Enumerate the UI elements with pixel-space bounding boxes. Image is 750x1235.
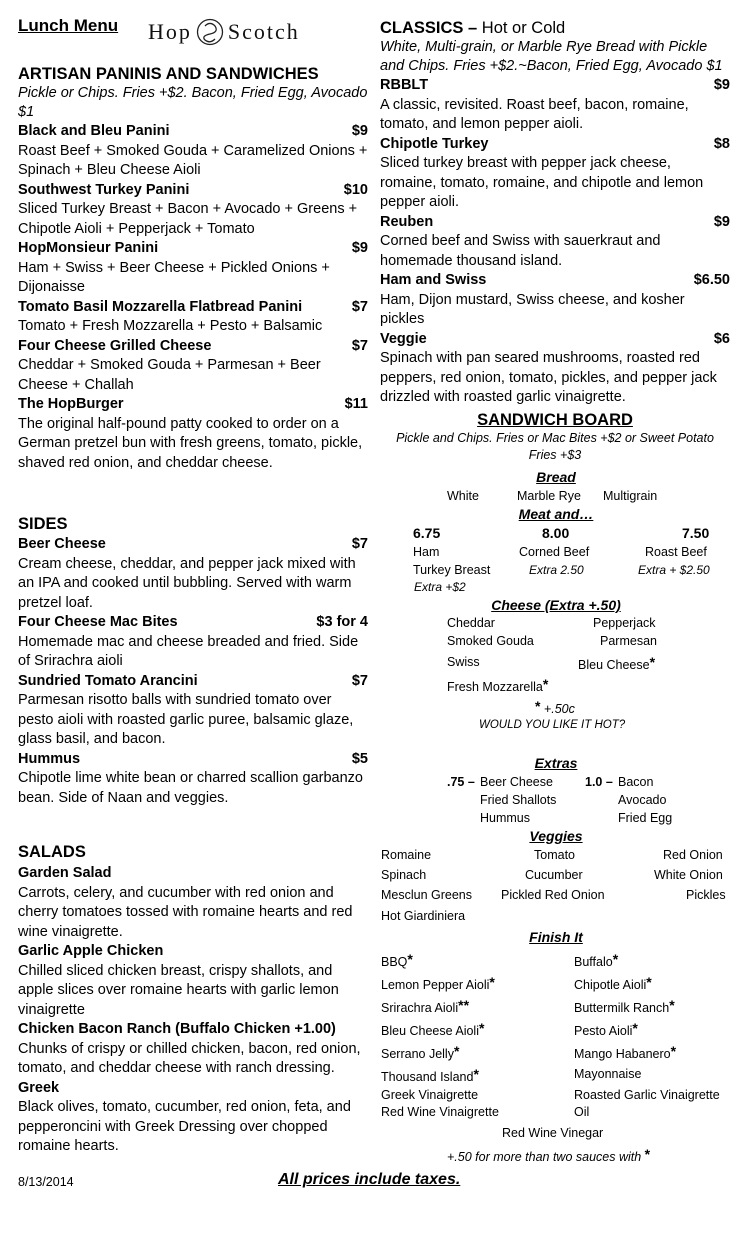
cheese-option: Smoked Gouda xyxy=(447,634,534,648)
meat-extra: Extra +$2 xyxy=(414,580,466,594)
classic-item xyxy=(380,76,730,135)
sauce-note xyxy=(447,1146,650,1166)
extra-option: Fried Shallots xyxy=(480,793,557,807)
item-name: Ham and Swiss xyxy=(380,272,487,288)
sauce-option xyxy=(381,1042,459,1063)
side-item xyxy=(18,613,368,672)
sauce-option: Greek Vinaigrette xyxy=(381,1088,479,1102)
sauce-option: Roasted Garlic Vinaigrette xyxy=(574,1088,720,1102)
salad-item xyxy=(18,1020,368,1079)
cheese-option: Swiss xyxy=(447,655,480,669)
sauce-option xyxy=(381,1019,484,1040)
veggie-option: Cucumber xyxy=(525,868,583,882)
item-desc: Roast Beef + Smoked Gouda + Caramelized Onions + Spinach + Bleu Cheese Aioli xyxy=(18,142,368,178)
meat-extra: Extra 2.50 xyxy=(529,563,584,577)
veggie-option: Hot Giardiniera xyxy=(381,909,466,923)
salad-item xyxy=(18,864,368,942)
veggie-option: Romaine xyxy=(381,848,432,862)
item-price: $7 xyxy=(351,298,368,315)
star-icon: ** xyxy=(458,997,470,1013)
paninis-note: Pickle or Chips. Fries +$2. Bacon, Fried Egg, Avocado $1 xyxy=(18,85,368,120)
star-icon: * xyxy=(669,997,675,1013)
star-icon: * xyxy=(535,698,541,714)
paninis-heading: ARTISAN PANINIS AND SANDWICHES xyxy=(18,65,319,83)
star-icon: * xyxy=(542,676,549,692)
meat-option: Ham xyxy=(413,545,440,559)
sauce-option: Oil xyxy=(574,1105,590,1119)
logo-word-right: Scotch xyxy=(227,19,300,44)
item-name: Four Cheese Mac Bites xyxy=(18,614,178,630)
item-desc: Cheddar + Smoked Gouda + Parmesan + Beer Cheese + Challah xyxy=(18,357,321,393)
cheese-option-premium xyxy=(578,653,655,674)
cheese-option-premium xyxy=(447,675,548,696)
sauce-option xyxy=(574,973,652,994)
bread-option: Multigrain xyxy=(603,489,658,503)
hot-question: WOULD YOU LIKE IT HOT? xyxy=(479,719,626,731)
tax-note: All prices include taxes. xyxy=(278,1171,461,1188)
item-price: $7 xyxy=(351,672,368,689)
veggie-option: Tomato xyxy=(534,848,575,862)
star-icon: * xyxy=(453,1043,460,1059)
salad-item xyxy=(18,1079,368,1157)
sauce-label: Bleu Cheese Aioli xyxy=(381,1024,479,1038)
sides-section xyxy=(18,514,368,808)
item-name: Veggie xyxy=(380,330,427,347)
sauce-option: Red Wine Vinegar xyxy=(502,1126,604,1140)
sauce-option xyxy=(574,950,618,971)
item-desc: Chipotle lime white bean or charred scallion garbanzo bean. Side of Naan and veggies. xyxy=(18,770,363,806)
item-price: $5 xyxy=(351,750,368,767)
hopscotch-logo xyxy=(148,18,300,46)
item-price: $10 xyxy=(343,181,368,198)
classic-item xyxy=(380,271,730,330)
panini-item xyxy=(18,122,368,181)
item-price: $11 xyxy=(344,396,368,412)
classics-heading-main: CLASSICS – xyxy=(380,19,478,37)
sides-heading: SIDES xyxy=(18,515,68,533)
item-price: $7 xyxy=(351,337,368,354)
item-price: $9 xyxy=(351,123,368,139)
sauce-label: Pesto Aioli xyxy=(574,1024,633,1038)
hop-emblem-icon xyxy=(196,18,224,46)
meat-option: Corned Beef xyxy=(519,545,590,559)
finish-heading: Finish It xyxy=(529,929,583,945)
veggie-option: Mesclun Greens xyxy=(381,888,473,902)
item-price: $9 xyxy=(713,213,730,230)
bread-option: White xyxy=(447,489,479,503)
classics-heading xyxy=(380,18,730,38)
extra-option: Fried Egg xyxy=(618,811,673,825)
cheese-label: Bleu Cheese xyxy=(578,658,650,672)
star-icon: * xyxy=(670,1043,677,1059)
star-icon: * xyxy=(473,1066,479,1082)
star-icon: * xyxy=(489,974,495,990)
item-desc: Cream cheese, cheddar, and pepper jack mixed with an IPA and cooked until bubbling. Served with warm pretzel loaf. xyxy=(18,555,356,611)
item-name: The HopBurger xyxy=(18,396,124,412)
classics-heading-sub: Hot or Cold xyxy=(477,19,566,37)
sauce-option xyxy=(574,1019,638,1040)
item-price: $3 for 4 xyxy=(316,614,368,630)
panini-item xyxy=(18,395,368,473)
sauce-label: Srirachra Aioli xyxy=(381,1001,459,1015)
star-icon: * xyxy=(612,951,619,967)
item-name: Southwest Turkey Panini xyxy=(18,181,190,198)
logo-word-left: Hop xyxy=(148,19,192,44)
item-name: Greek xyxy=(18,1079,60,1096)
item-desc: Black olives, tomato, cucumber, red onion, feta, and pepperoncini with Greek Dressing over chopped romaine hearts. xyxy=(18,1099,351,1154)
sauce-option xyxy=(574,996,675,1017)
veggie-option: Spinach xyxy=(381,868,427,882)
classics-section xyxy=(380,18,730,408)
item-desc: A classic, revisited. Roast beef, bacon, romaine, tomato, and lemon pepper aioli. xyxy=(380,96,689,132)
cheese-option: Parmesan xyxy=(600,634,657,648)
item-price: $9 xyxy=(713,77,730,93)
item-name: Beer Cheese xyxy=(18,536,106,552)
item-desc: Chilled sliced chicken breast, crispy shallots, and apple slices over romaine hearts with garlic lemon vinaigrette xyxy=(18,962,339,1018)
board-note: Pickle and Chips. Fries or Mac Bites +$2 or Sweet Potato Fries +$3 xyxy=(396,431,714,462)
paninis-section xyxy=(18,64,368,473)
extra-option: Bacon xyxy=(618,775,654,789)
menu-title: Lunch Menu xyxy=(18,16,119,35)
panini-item xyxy=(18,337,368,396)
cheese-label: Fresh Mozzarella xyxy=(447,680,543,694)
salads-heading: SALADS xyxy=(18,843,86,861)
menu-date: 8/13/2014 xyxy=(18,1175,74,1189)
meat-price: 8.00 xyxy=(542,525,570,541)
item-desc: Ham, Dijon mustard, Swiss cheese, and kosher pickles xyxy=(380,291,685,327)
star-icon: * xyxy=(646,974,652,990)
classic-item xyxy=(380,135,730,213)
item-name: Sundried Tomato Arancini xyxy=(18,672,198,689)
cheese-option: Cheddar xyxy=(447,616,495,630)
meat-heading: Meat and… xyxy=(518,506,594,522)
star-icon: * xyxy=(632,1020,638,1036)
item-name: Tomato Basil Mozzarella Flatbread Panini xyxy=(18,298,303,315)
cheese-note-text: +.50c xyxy=(540,702,575,716)
bread-heading: Bread xyxy=(536,469,576,485)
item-price: $7 xyxy=(351,536,368,552)
item-desc: Parmesan risotto balls with sundried tomato over pesto aioli with roasted garlic puree, balsamic glaze, glass basil, and bacon. xyxy=(18,692,354,747)
sauce-option: Red Wine Vinaigrette xyxy=(381,1105,499,1119)
item-name: Hummus xyxy=(18,750,81,767)
extra-option: Beer Cheese xyxy=(480,775,553,789)
sauce-option xyxy=(381,996,469,1017)
extras-heading: Extras xyxy=(534,755,578,771)
sauce-label: Thousand Island xyxy=(381,1070,474,1084)
sauce-label: Chipotle Aioli xyxy=(574,978,647,992)
meat-option: Turkey Breast xyxy=(413,563,491,577)
cheese-note xyxy=(535,698,575,718)
meat-extra: Extra + $2.50 xyxy=(638,563,710,577)
side-item xyxy=(18,535,368,613)
item-name: Garden Salad xyxy=(18,865,112,881)
item-price: $6 xyxy=(713,330,730,347)
item-name: Chicken Bacon Ranch (Buffalo Chicken +1.00) xyxy=(18,1021,336,1037)
sauce-option xyxy=(574,1042,676,1063)
cheese-heading: Cheese (Extra +.50) xyxy=(491,597,621,613)
sauce-option xyxy=(381,950,413,971)
salads-section xyxy=(18,842,368,1157)
extra-option: Avocado xyxy=(618,793,667,807)
extras-price: 1.0 – xyxy=(585,775,613,789)
item-desc: Homemade mac and cheese breaded and fried. Side of Srirachra aioli xyxy=(18,633,359,669)
sauce-option: Mayonnaise xyxy=(574,1067,642,1081)
sandwich-board xyxy=(380,410,730,464)
side-item xyxy=(18,750,368,809)
salad-item xyxy=(18,942,368,1020)
veggie-option: Pickled Red Onion xyxy=(501,888,605,902)
bread-option: Marble Rye xyxy=(517,489,581,503)
sauce-option xyxy=(381,1065,479,1086)
item-desc: Spinach with pan seared mushrooms, roasted red peppers, red onion, tomato, pickles, and pepper jack drizzled with roasted garlic vinaigrette. xyxy=(380,350,717,405)
item-desc: Ham + Swiss + Beer Cheese + Pickled Onions + Dijonaisse xyxy=(18,259,330,295)
cheese-option: Pepperjack xyxy=(593,616,656,630)
classics-note: White, Multi-grain, or Marble Rye Bread with Pickle and Chips. Fries +$2.~Bacon, Fried Egg, Avocado $1 xyxy=(380,39,723,74)
item-desc: Chunks of crispy or chilled chicken, bacon, red onion, tomato, and cheddar cheese with ranch dressing. xyxy=(18,1040,361,1076)
sauce-label: Buttermilk Ranch xyxy=(574,1001,670,1015)
veggie-option: White Onion xyxy=(654,868,723,882)
meat-option: Roast Beef xyxy=(645,545,707,559)
item-desc: Sliced Turkey Breast + Bacon + Avocado + Greens + Chipotle Aioli + Pepperjack + Tomato xyxy=(18,201,358,237)
star-icon: * xyxy=(407,951,413,967)
veggies-heading: Veggies xyxy=(529,828,583,844)
sauce-note-text: +.50 for more than two sauces with xyxy=(447,1150,645,1164)
sauce-label: Mango Habanero xyxy=(574,1047,671,1061)
star-icon: * xyxy=(649,654,656,670)
extras-price: .75 – xyxy=(447,775,475,789)
item-desc: Sliced turkey breast with pepper jack cheese, romaine, tomato, romaine, and chipotle and lemon pepper aioli. xyxy=(380,155,704,210)
sauce-option xyxy=(381,973,495,994)
item-desc: Corned beef and Swiss with sauerkraut and homemade thousand island. xyxy=(380,233,661,269)
item-name: Reuben xyxy=(380,213,434,230)
sauce-label: Serrano Jelly xyxy=(381,1047,454,1061)
meat-price: 7.50 xyxy=(682,525,710,541)
veggie-option: Pickles xyxy=(686,888,726,902)
panini-item xyxy=(18,181,368,240)
item-name: Black and Bleu Panini xyxy=(18,123,170,139)
sauce-label: Buffalo xyxy=(574,955,613,969)
item-name: HopMonsieur Panini xyxy=(18,240,159,256)
item-price: $6.50 xyxy=(693,272,730,288)
star-icon: * xyxy=(644,1146,651,1162)
board-heading: SANDWICH BOARD xyxy=(477,411,633,429)
item-desc: Tomato + Fresh Mozzarella + Pesto + Balsamic xyxy=(18,318,323,334)
sauce-label: BBQ xyxy=(381,955,408,969)
item-name: RBBLT xyxy=(380,77,429,93)
item-desc: The original half-pound patty cooked to order on a German pretzel bun with fresh greens, tomato, pickle, shaved red onion, and cheddar cheese. xyxy=(18,415,363,471)
panini-item xyxy=(18,239,368,298)
item-name: Chipotle Turkey xyxy=(380,135,489,152)
item-name: Garlic Apple Chicken xyxy=(18,943,164,959)
panini-item xyxy=(18,298,368,337)
veggie-option: Red Onion xyxy=(663,848,723,862)
item-price: $9 xyxy=(351,240,368,256)
item-desc: Carrots, celery, and cucumber with red onion and cherry tomatoes tossed with romaine hearts and red wine vinaigrette. xyxy=(18,884,353,940)
star-icon: * xyxy=(478,1020,485,1036)
meat-price: 6.75 xyxy=(413,525,441,541)
classic-item xyxy=(380,330,730,408)
item-price: $8 xyxy=(713,135,730,152)
classic-item xyxy=(380,213,730,272)
side-item xyxy=(18,672,368,750)
sauce-label: Lemon Pepper Aioli xyxy=(381,978,490,992)
extra-option: Hummus xyxy=(480,811,531,825)
item-name: Four Cheese Grilled Cheese xyxy=(18,337,212,354)
